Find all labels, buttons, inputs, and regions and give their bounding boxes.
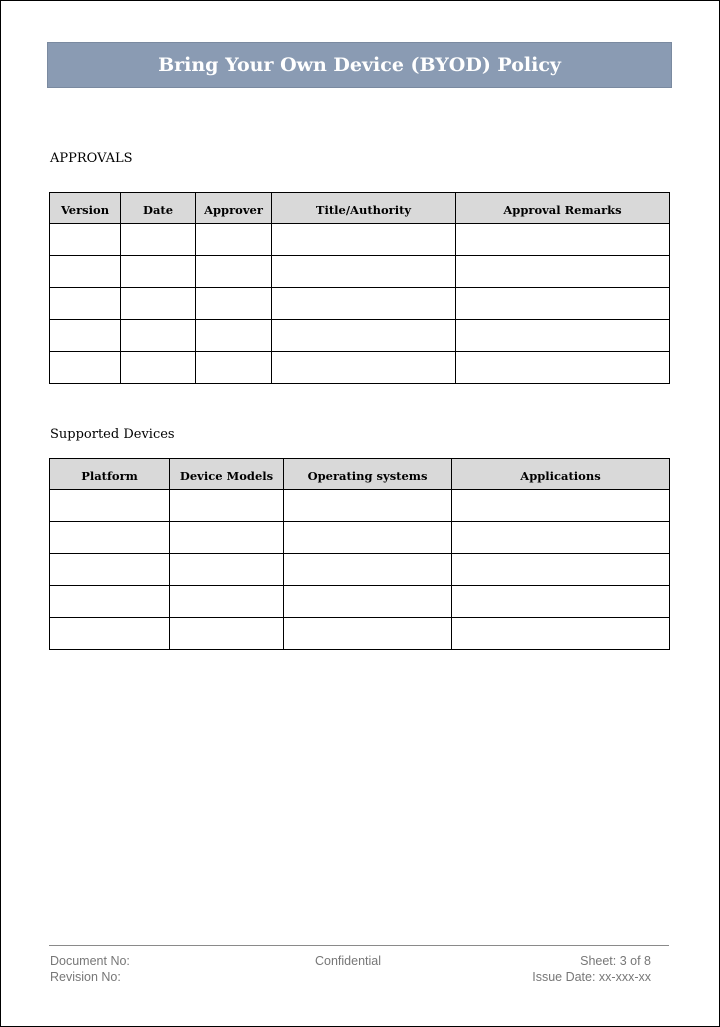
table-cell[interactable]	[196, 288, 272, 320]
table-row	[50, 320, 670, 352]
table-cell[interactable]	[121, 352, 196, 384]
table-row	[50, 618, 670, 650]
table-cell[interactable]	[121, 224, 196, 256]
devices-col-operating-systems: Operating systems	[284, 459, 452, 490]
table-cell[interactable]	[284, 586, 452, 618]
table-cell[interactable]	[50, 522, 170, 554]
table-cell[interactable]	[284, 554, 452, 586]
footer-sheet: Sheet: 3 of 8	[580, 954, 651, 968]
table-cell[interactable]	[284, 618, 452, 650]
table-cell[interactable]	[50, 224, 121, 256]
approvals-heading: APPROVALS	[50, 151, 133, 166]
table-cell[interactable]	[452, 586, 670, 618]
table-cell[interactable]	[272, 224, 456, 256]
table-cell[interactable]	[196, 352, 272, 384]
table-cell[interactable]	[456, 224, 670, 256]
footer-classification: Confidential	[315, 954, 382, 968]
table-cell[interactable]	[456, 256, 670, 288]
table-cell[interactable]	[50, 554, 170, 586]
table-row	[50, 554, 670, 586]
table-cell[interactable]	[50, 352, 121, 384]
table-cell[interactable]	[272, 288, 456, 320]
table-cell[interactable]	[452, 522, 670, 554]
supported-devices-heading: Supported Devices	[50, 427, 175, 442]
table-cell[interactable]	[121, 256, 196, 288]
table-cell[interactable]	[121, 320, 196, 352]
table-cell[interactable]	[170, 490, 284, 522]
table-cell[interactable]	[456, 320, 670, 352]
table-cell[interactable]	[50, 586, 170, 618]
footer-left	[50, 953, 130, 985]
devices-col-device-models: Device Models	[170, 459, 284, 490]
footer-document-no: Document No:	[50, 954, 130, 968]
table-cell[interactable]	[196, 320, 272, 352]
footer-issue-date: Issue Date: xx-xxx-xx	[532, 970, 651, 984]
approvals-col-title-authority: Title/Authority	[272, 193, 456, 224]
table-cell[interactable]	[456, 352, 670, 384]
table-cell[interactable]	[50, 320, 121, 352]
approvals-col-date: Date	[121, 193, 196, 224]
table-row	[50, 490, 670, 522]
table-cell[interactable]	[196, 224, 272, 256]
approvals-col-version: Version	[50, 193, 121, 224]
table-cell[interactable]	[170, 586, 284, 618]
table-cell[interactable]	[272, 256, 456, 288]
table-row	[50, 352, 670, 384]
approvals-header-row	[50, 193, 670, 224]
approvals-table	[49, 192, 670, 384]
table-cell[interactable]	[456, 288, 670, 320]
table-cell[interactable]	[50, 288, 121, 320]
table-cell[interactable]	[170, 522, 284, 554]
devices-col-platform: Platform	[50, 459, 170, 490]
table-cell[interactable]	[452, 490, 670, 522]
table-cell[interactable]	[284, 490, 452, 522]
devices-header-row	[50, 459, 670, 490]
approvals-col-approval-remarks: Approval Remarks	[456, 193, 670, 224]
table-cell[interactable]	[272, 320, 456, 352]
title-banner	[47, 42, 672, 88]
table-cell[interactable]	[452, 554, 670, 586]
table-cell[interactable]	[50, 256, 121, 288]
table-cell[interactable]	[272, 352, 456, 384]
table-cell[interactable]	[452, 618, 670, 650]
table-cell[interactable]	[50, 618, 170, 650]
table-row	[50, 586, 670, 618]
table-cell[interactable]	[196, 256, 272, 288]
footer-right	[532, 953, 651, 985]
table-row	[50, 224, 670, 256]
supported-devices-table	[49, 458, 670, 650]
table-row	[50, 288, 670, 320]
table-row	[50, 256, 670, 288]
table-row	[50, 522, 670, 554]
table-cell[interactable]	[121, 288, 196, 320]
approvals-col-approver: Approver	[196, 193, 272, 224]
devices-col-applications: Applications	[452, 459, 670, 490]
table-cell[interactable]	[284, 522, 452, 554]
footer-revision-no: Revision No:	[50, 970, 121, 984]
table-cell[interactable]	[170, 618, 284, 650]
table-cell[interactable]	[50, 490, 170, 522]
table-cell[interactable]	[170, 554, 284, 586]
footer-divider	[49, 945, 669, 946]
document-title: Bring Your Own Device (BYOD) Policy	[158, 54, 561, 76]
